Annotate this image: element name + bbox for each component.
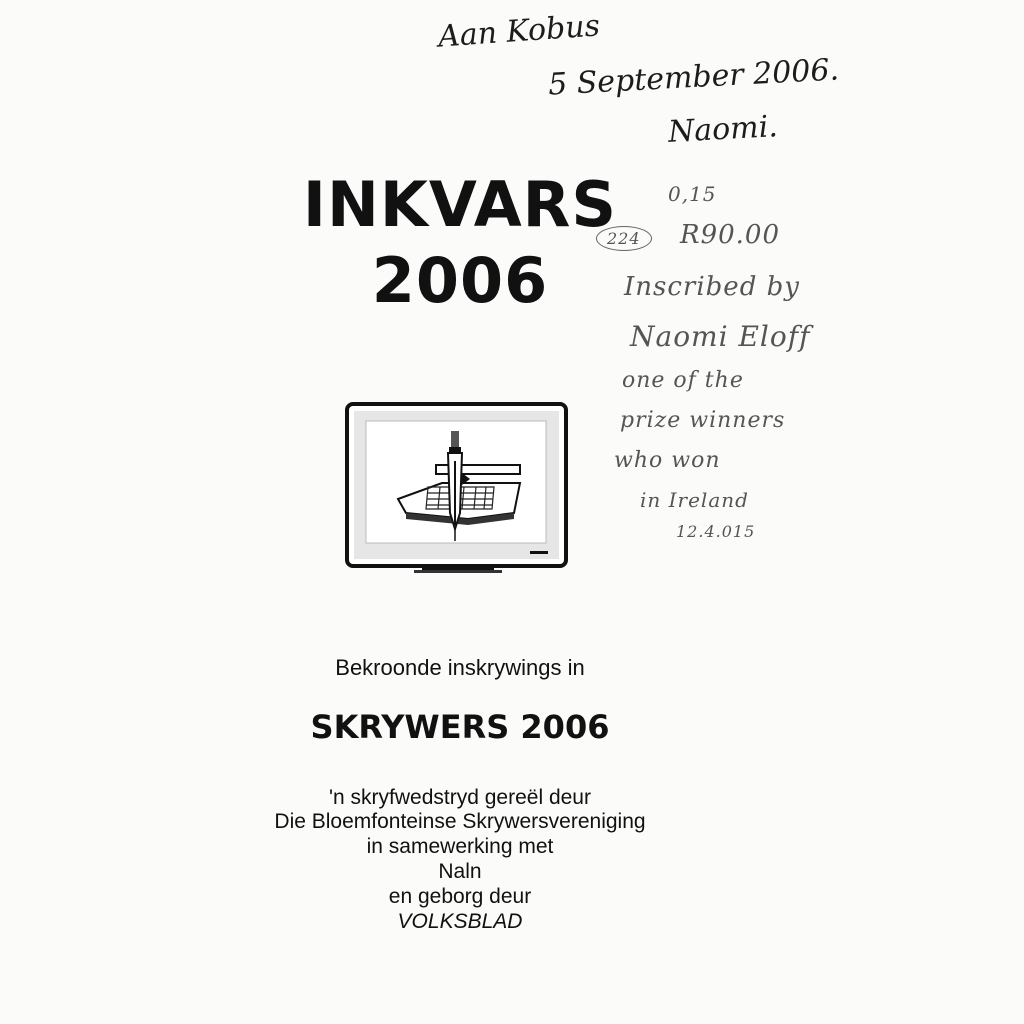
description-line: in samewerking met <box>366 835 554 858</box>
pencil-note-line: in Ireland <box>640 488 749 512</box>
monitor-logo <box>344 401 569 579</box>
inscription-to: Aan Kobus <box>436 8 602 55</box>
inscription-date: 5 September 2006. <box>547 52 840 103</box>
competition-name: SKRYWERS 2006 <box>310 708 610 746</box>
pencil-note-line: prize winners <box>620 408 786 433</box>
pencil-note-line: 12.4.015 <box>676 522 756 541</box>
sponsor-name: VOLKSBLAD <box>397 910 523 933</box>
pencil-price: R90.00 <box>680 220 781 250</box>
pencil-note-line: Naomi Eloff <box>630 320 811 353</box>
subtitle: Bekroonde inskrywings in <box>335 655 585 680</box>
pencil-note-line: Inscribed by <box>624 272 800 302</box>
pencil-code: 0,15 <box>668 182 717 206</box>
pencil-note-line: who won <box>614 448 721 473</box>
description-line: 'n skryfwedstryd gereël deur <box>329 786 591 809</box>
description-line: Die Bloemfonteinse Skrywersvereniging <box>274 810 646 833</box>
book-year: 2006 <box>371 244 549 317</box>
description-line: en geborg deur <box>388 885 532 908</box>
description-line: Naln <box>438 860 482 883</box>
book-title: INKVARS <box>302 168 618 241</box>
pencil-circled-number: 224 <box>596 226 652 251</box>
inscription-signature: Naomi. <box>667 109 779 150</box>
pencil-note-line: one of the <box>622 368 744 393</box>
